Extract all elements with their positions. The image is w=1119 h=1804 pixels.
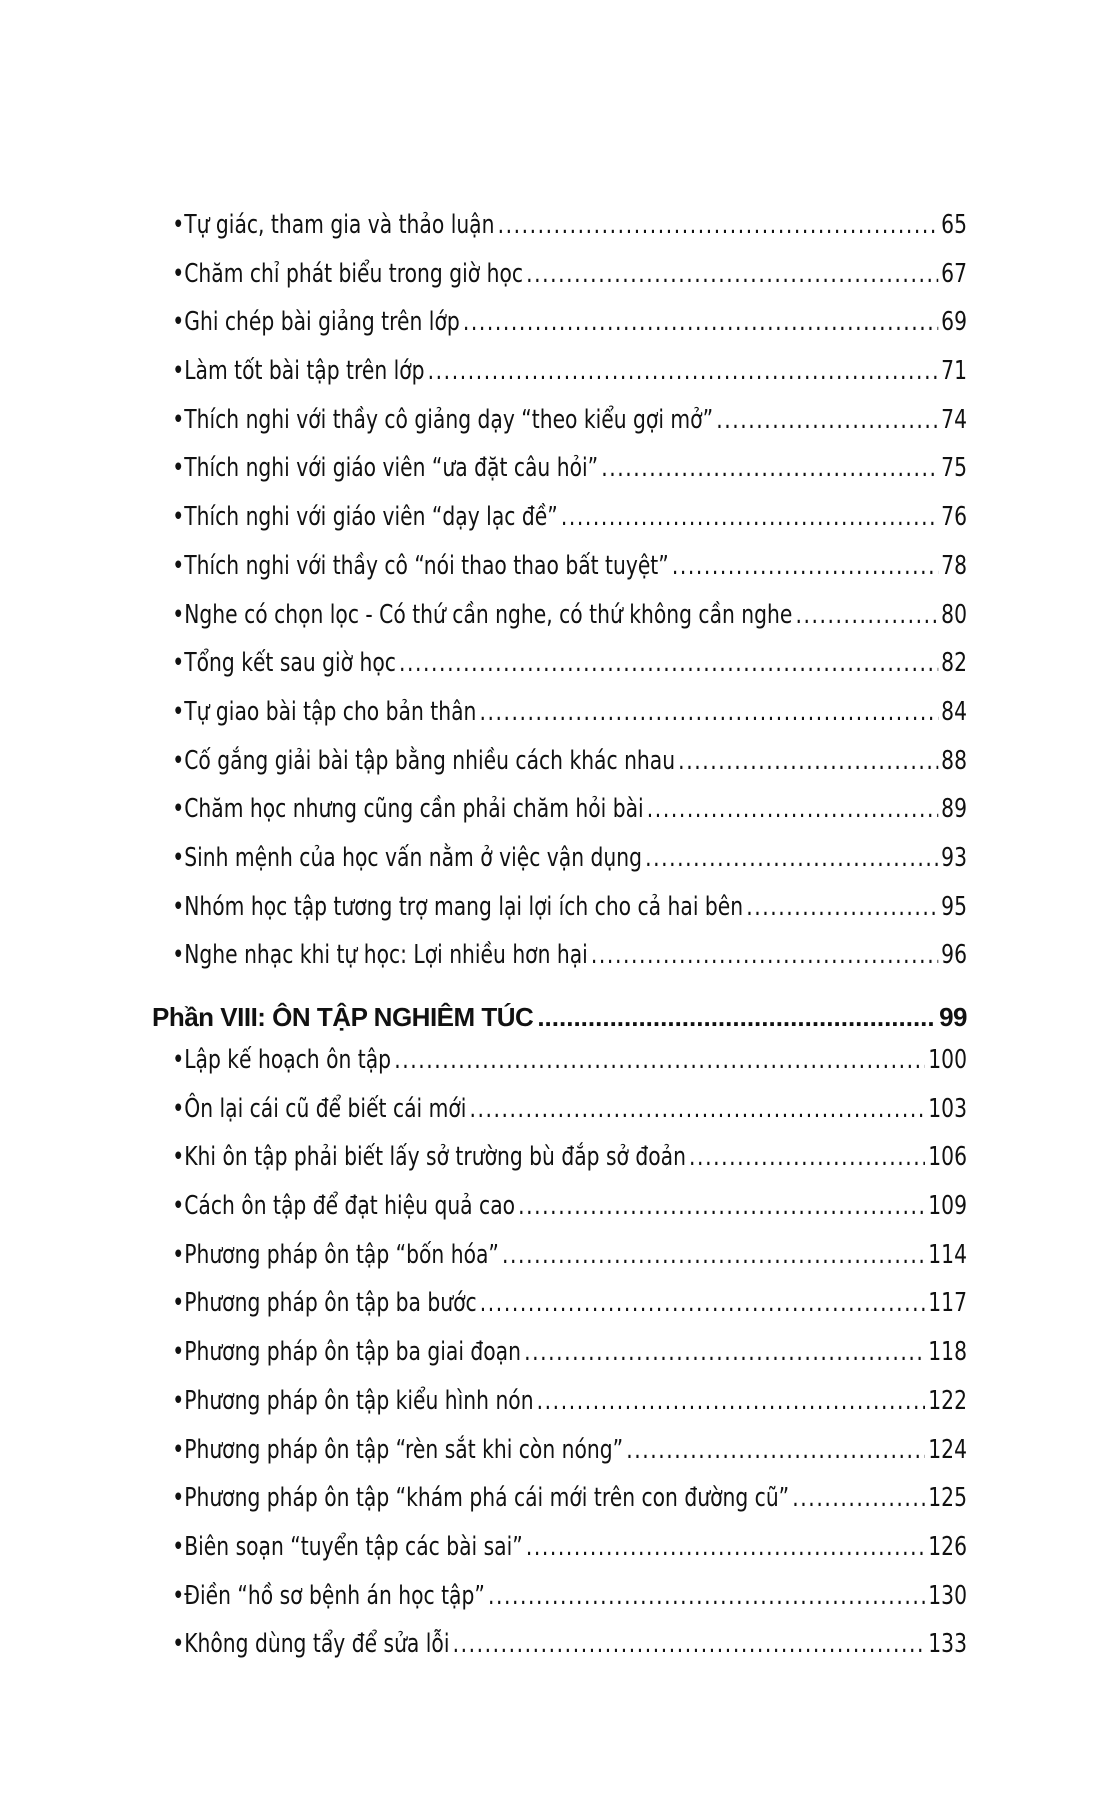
bullet-icon: • — [172, 940, 185, 971]
toc-entry-title: Phương pháp ôn tập ba giai đoạn — [184, 1337, 521, 1368]
toc-entry-title: Thích nghi với giáo viên “dạy lạc đề” — [184, 502, 558, 533]
toc-entry-title: Biên soạn “tuyển tập các bài sai” — [184, 1531, 523, 1562]
dot-leader — [498, 210, 938, 240]
dot-leader — [626, 1435, 925, 1465]
toc-entry-title: Làm tốt bài tập trên lớp — [184, 356, 425, 387]
toc-entry-title: Thích nghi với thầy cô giảng dạy “theo kiểu gợi mở” — [184, 404, 714, 435]
toc-entry — [152, 746, 967, 795]
bullet-icon: • — [172, 307, 185, 338]
bullet-icon: • — [172, 1142, 185, 1173]
toc-entry — [152, 940, 967, 989]
toc-entry-title: Tổng kết sau giờ học — [184, 648, 396, 679]
bullet-icon: • — [172, 891, 185, 922]
bullet-icon: • — [172, 648, 185, 679]
toc-entry — [152, 1094, 967, 1143]
dot-leader — [524, 1337, 925, 1367]
toc-entry-title: Cố gắng giải bài tập bằng nhiều cách khác nhau — [184, 745, 676, 776]
toc-entry — [152, 892, 967, 941]
dot-leader — [795, 600, 938, 630]
dot-leader — [526, 259, 938, 289]
dot-leader — [678, 746, 938, 776]
toc-entry — [152, 356, 967, 405]
dot-leader — [470, 1094, 926, 1124]
toc-entry-title: Chăm học nhưng cũng cần phải chăm hỏi bài — [184, 794, 644, 825]
dot-leader — [463, 307, 938, 337]
dot-leader — [716, 405, 938, 435]
toc-page-number: 69 — [941, 307, 967, 338]
toc-entry — [152, 1532, 967, 1581]
toc-entry — [152, 1045, 967, 1094]
toc-entry — [152, 1386, 967, 1435]
toc-section-heading — [152, 989, 967, 1045]
toc-page-number: 117 — [928, 1288, 967, 1319]
toc-page-number: 93 — [941, 842, 967, 873]
dot-leader — [601, 453, 938, 483]
toc-entry-title: Tự giác, tham gia và thảo luận — [184, 210, 495, 240]
toc-entry-title: Nghe nhạc khi tự học: Lợi nhiều hơn hại — [184, 940, 588, 971]
toc-page-number: 124 — [928, 1434, 967, 1465]
toc-entry-title: Phương pháp ôn tập “khám phá cái mới trên con đường cũ” — [184, 1483, 790, 1514]
bullet-icon: • — [172, 599, 185, 630]
toc-page-number: 99 — [939, 1001, 967, 1032]
toc-page-number: 100 — [928, 1045, 967, 1075]
toc-entry — [152, 210, 967, 259]
toc-entry — [152, 600, 967, 649]
toc-page-number: 103 — [928, 1093, 967, 1124]
dot-leader — [561, 502, 938, 532]
toc-entry — [152, 551, 967, 600]
toc-entry — [152, 1629, 967, 1678]
toc-entry-title: Phần VIII: ÔN TẬP NGHIÊM TÚC — [152, 1001, 534, 1032]
toc-entry — [152, 307, 967, 356]
bullet-icon: • — [172, 1434, 185, 1465]
dot-leader — [746, 892, 938, 922]
toc-entry-title: Nhóm học tập tương trợ mang lại lợi ích cho cả hai bên — [184, 891, 744, 922]
bullet-icon: • — [172, 745, 185, 776]
dot-leader — [502, 1240, 925, 1270]
dot-leader — [792, 1483, 925, 1513]
toc-entry — [152, 1435, 967, 1484]
toc-page-number: 78 — [941, 550, 967, 581]
toc-entry-title: Khi ôn tập phải biết lấy sở trường bù đắp sở đoản — [184, 1142, 686, 1173]
toc-entry-title: Điền “hồ sơ bệnh án học tập” — [184, 1580, 485, 1611]
dot-leader — [428, 356, 938, 386]
toc-entry — [152, 259, 967, 308]
toc-entry-title: Ghi chép bài giảng trên lớp — [184, 307, 460, 338]
dot-leader — [453, 1629, 926, 1659]
toc-entry-title: Phương pháp ôn tập “rèn sắt khi còn nóng” — [184, 1434, 624, 1465]
toc-page-number: 109 — [928, 1191, 967, 1222]
bullet-icon: • — [172, 210, 185, 240]
dot-leader — [488, 1581, 925, 1611]
toc-page-number: 67 — [941, 258, 967, 289]
bullet-icon: • — [172, 453, 185, 484]
toc-entry-title: Phương pháp ôn tập ba bước — [184, 1288, 477, 1319]
toc-page-number: 95 — [941, 891, 967, 922]
toc-entry — [152, 697, 967, 746]
toc-page-number: 125 — [928, 1483, 967, 1514]
bullet-icon: • — [172, 1483, 185, 1514]
toc-entry-title: Thích nghi với thầy cô “nói thao thao bất tuyệt” — [184, 550, 669, 581]
toc-page-number: 122 — [928, 1385, 967, 1416]
bullet-icon: • — [172, 1629, 185, 1660]
dot-leader — [672, 551, 938, 581]
bullet-icon: • — [172, 356, 185, 387]
toc-entry — [152, 1191, 967, 1240]
bullet-icon: • — [172, 1093, 185, 1124]
toc-entry-title: Ôn lại cái cũ để biết cái mới — [184, 1093, 467, 1124]
bullet-icon: • — [172, 1531, 185, 1562]
toc-entry — [152, 648, 967, 697]
dot-leader — [480, 1288, 925, 1318]
dot-leader — [645, 843, 938, 873]
toc-page-number: 96 — [941, 940, 967, 971]
toc-entry — [152, 1483, 967, 1532]
toc-page-number: 126 — [928, 1531, 967, 1562]
toc-entry-title: Phương pháp ôn tập “bốn hóa” — [184, 1239, 499, 1270]
bullet-icon: • — [172, 1385, 185, 1416]
toc-page-number: 106 — [928, 1142, 967, 1173]
bullet-icon: • — [172, 404, 185, 435]
bullet-icon: • — [172, 1239, 185, 1270]
bullet-icon: • — [172, 550, 185, 581]
toc-page-number: 88 — [941, 745, 967, 776]
toc-entry-title: Lập kế hoạch ôn tập — [184, 1045, 392, 1075]
table-of-contents — [152, 210, 967, 1678]
dot-leader — [647, 794, 938, 824]
dot-leader — [399, 648, 938, 678]
toc-entry — [152, 502, 967, 551]
toc-entry — [152, 1240, 967, 1289]
bullet-icon: • — [172, 1337, 185, 1368]
dot-leader — [537, 1002, 935, 1033]
bullet-icon: • — [172, 842, 185, 873]
toc-page-number: 89 — [941, 794, 967, 825]
dot-leader — [591, 940, 938, 970]
bullet-icon: • — [172, 794, 185, 825]
bullet-icon: • — [172, 696, 185, 727]
bullet-icon: • — [172, 1045, 185, 1075]
toc-entry — [152, 794, 967, 843]
bullet-icon: • — [172, 258, 185, 289]
toc-page-number: 65 — [941, 210, 967, 240]
toc-entry-title: Cách ôn tập để đạt hiệu quả cao — [184, 1191, 516, 1222]
toc-entry — [152, 1337, 967, 1386]
toc-entry-title: Sinh mệnh của học vấn nằm ở việc vận dụng — [184, 842, 642, 873]
toc-page-number: 133 — [928, 1629, 967, 1660]
toc-page-number: 76 — [941, 502, 967, 533]
bullet-icon: • — [172, 502, 185, 533]
dot-leader — [526, 1532, 925, 1562]
toc-page-number: 114 — [928, 1239, 967, 1270]
toc-page-number: 130 — [928, 1580, 967, 1611]
toc-entry-title: Không dùng tẩy để sửa lỗi — [184, 1629, 450, 1660]
toc-entry-title: Chăm chỉ phát biểu trong giờ học — [184, 258, 524, 289]
toc-page-number: 75 — [941, 453, 967, 484]
dot-leader — [518, 1191, 925, 1221]
toc-entry — [152, 1142, 967, 1191]
dot-leader — [479, 697, 938, 727]
toc-entry — [152, 1581, 967, 1630]
dot-leader — [689, 1142, 925, 1172]
toc-page-number: 118 — [928, 1337, 967, 1368]
toc-entry-title: Nghe có chọn lọc - Có thứ cần nghe, có thứ không cần nghe — [184, 599, 793, 630]
toc-page-number: 82 — [941, 648, 967, 679]
dot-leader — [537, 1386, 925, 1416]
toc-entry — [152, 843, 967, 892]
bullet-icon: • — [172, 1288, 185, 1319]
bullet-icon: • — [172, 1191, 185, 1222]
toc-entry-title: Tự giao bài tập cho bản thân — [184, 696, 477, 727]
toc-page-number: 71 — [941, 356, 967, 387]
toc-entry — [152, 405, 967, 454]
toc-entry — [152, 1288, 967, 1337]
toc-entry-title: Phương pháp ôn tập kiểu hình nón — [184, 1385, 534, 1416]
toc-page-number: 80 — [941, 599, 967, 630]
toc-entry-title: Thích nghi với giáo viên “ưa đặt câu hỏi” — [184, 453, 599, 484]
toc-page-number: 84 — [941, 696, 967, 727]
toc-entry — [152, 453, 967, 502]
bullet-icon: • — [172, 1580, 185, 1611]
dot-leader — [394, 1045, 925, 1075]
toc-page-number: 74 — [941, 404, 967, 435]
